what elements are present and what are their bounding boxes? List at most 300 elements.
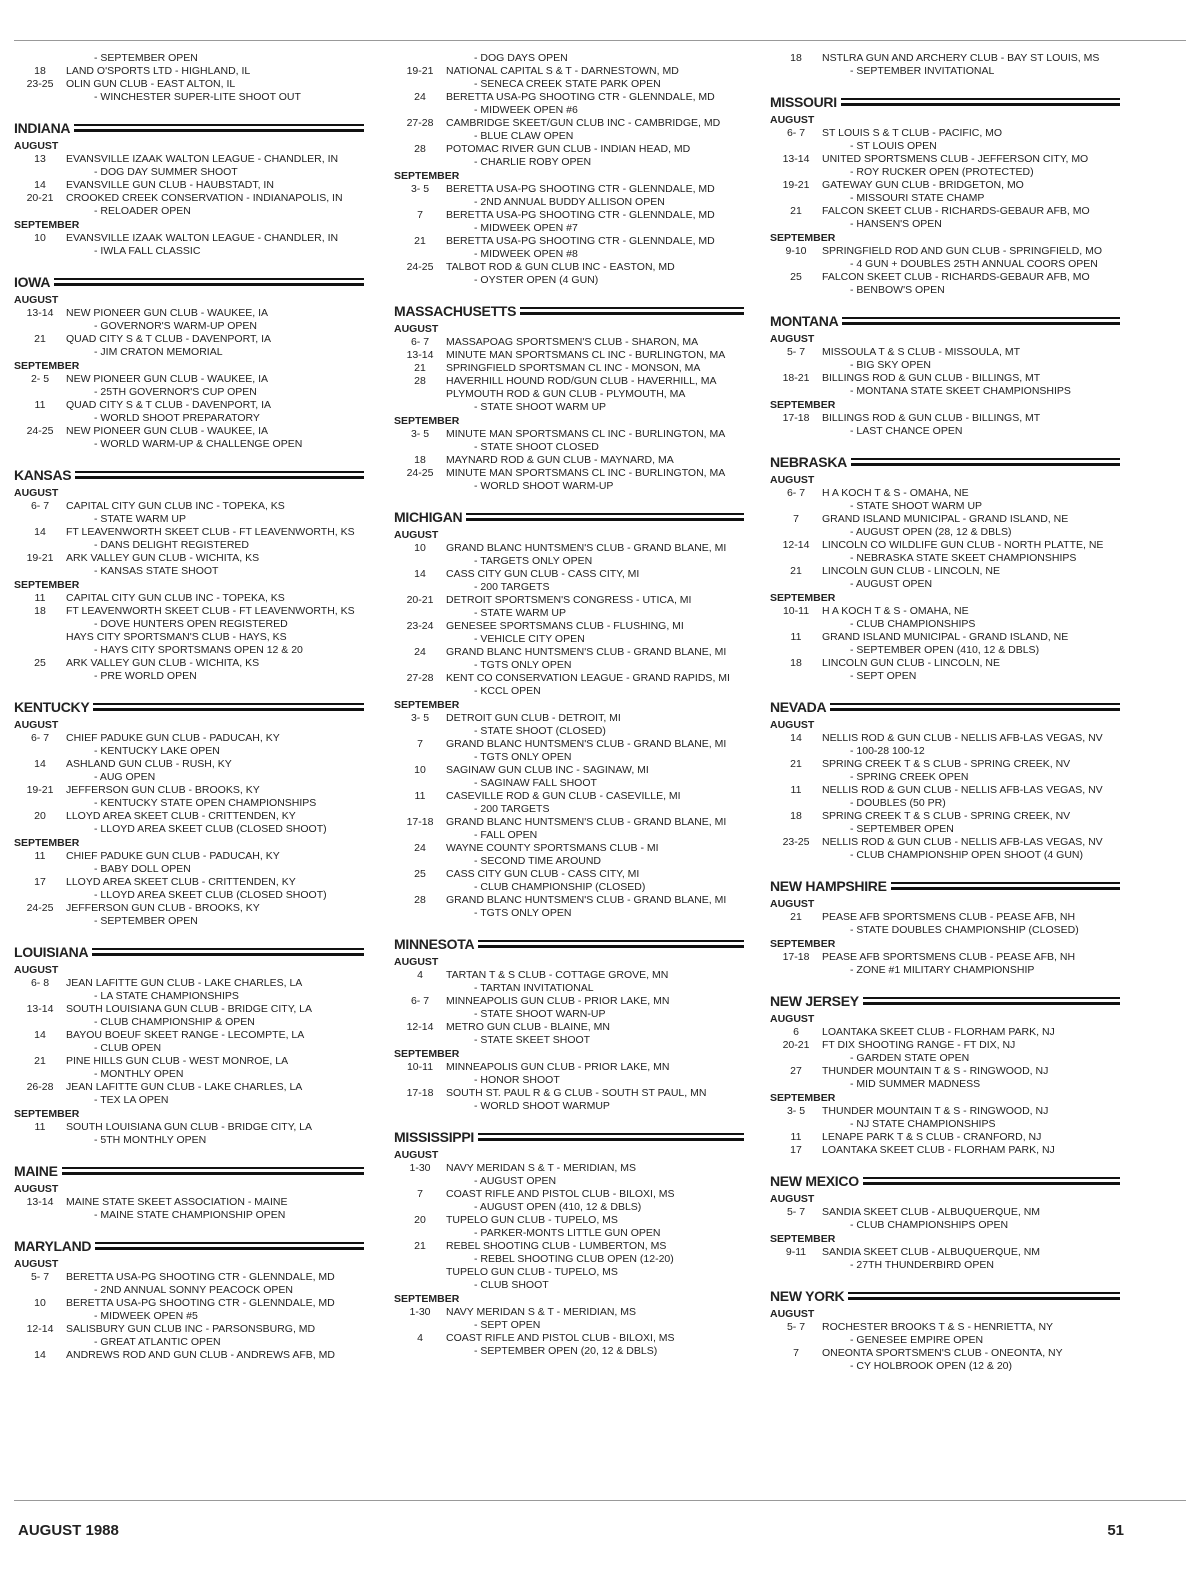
month-heading: SEPTEMBER (770, 399, 836, 411)
entry-line (14, 552, 374, 565)
event-name: - BABY DOLL OPEN (94, 863, 191, 875)
club-name: HAYS CITY SPORTSMAN'S CLUB - HAYS, KS (66, 631, 287, 643)
club-name: EVANSVILLE IZAAK WALTON LEAGUE - CHANDLER, IN (66, 153, 339, 165)
event-date: 27-28 (406, 672, 434, 684)
column-2 (394, 52, 754, 1358)
club-name: BERETTA USA-PG SHOOTING CTR - GLENNDALE, MD (446, 91, 715, 103)
event-date: 21 (414, 1240, 426, 1252)
event-name: - NEBRASKA STATE SKEET CHAMPIONSHIPS (850, 552, 1077, 564)
event-name: - AUGUST OPEN (410, 12 & DBLS) (474, 1201, 642, 1213)
event-name: - TGTS ONLY OPEN (474, 659, 572, 671)
club-name: COAST RIFLE AND PISTOL CLUB - BILOXI, MS (446, 1188, 675, 1200)
event-name: - STATE SHOOT (CLOSED) (474, 725, 606, 737)
month-heading: SEPTEMBER (394, 1048, 460, 1060)
event-name: - ST LOUIS OPEN (850, 140, 937, 152)
event-name: - OYSTER OPEN (4 GUN) (474, 274, 599, 286)
event-date: 24-25 (26, 902, 54, 914)
event-name: - KENTUCKY STATE OPEN CHAMPIONSHIPS (94, 797, 317, 809)
entry-line (14, 1271, 374, 1284)
event-date: 18 (790, 810, 802, 822)
month-heading: AUGUST (14, 964, 59, 976)
entry-line (394, 712, 754, 725)
event-date: 17 (34, 876, 46, 888)
event-date: 11 (34, 1121, 46, 1133)
club-name: BILLINGS ROD & GUN CLUB - BILLINGS, MT (822, 372, 1041, 384)
club-name: MASSAPOAG SPORTSMEN'S CLUB - SHARON, MA (446, 336, 699, 348)
club-name: EVANSVILLE GUN CLUB - HAUBSTADT, IN (66, 179, 274, 191)
club-name: JEFFERSON GUN CLUB - BROOKS, KY (66, 902, 260, 914)
entry-line (394, 117, 754, 130)
state-name: NEW MEXICO (770, 1173, 863, 1189)
event-name: - KENTUCKY LAKE OPEN (94, 745, 220, 757)
month-heading: AUGUST (770, 1193, 815, 1205)
event-name: - HONOR SHOOT (474, 1074, 560, 1086)
club-name: NEW PIONEER GUN CLUB - WAUKEE, IA (66, 425, 269, 437)
club-name: LLOYD AREA SKEET CLUB - CRITTENDEN, KY (66, 810, 296, 822)
event-date: 5- 7 (786, 1321, 806, 1333)
schedule-entry (394, 738, 754, 764)
month-heading: AUGUST (770, 114, 815, 126)
entry-line (394, 620, 754, 633)
schedule-entry (394, 349, 754, 362)
club-name: EVANSVILLE IZAAK WALTON LEAGUE - CHANDLER, IN (66, 232, 339, 244)
event-name: - WORLD SHOOT WARM-UP (474, 480, 614, 492)
club-name: CASEVILLE ROD & GUN CLUB - CASEVILLE, MI (446, 790, 681, 802)
event-name: - SEPTEMBER INVITATIONAL (850, 65, 995, 77)
club-name: GRAND BLANC HUNTSMEN'S CLUB - GRAND BLANE, MI (446, 816, 727, 828)
event-name: - DOG DAYS OPEN (474, 52, 568, 64)
entry-line (394, 1332, 754, 1345)
month-heading: AUGUST (14, 719, 59, 731)
entry-line (14, 192, 374, 205)
schedule-entry (770, 810, 1130, 836)
club-name: QUAD CITY S & T CLUB - DAVENPORT, IA (66, 399, 271, 411)
event-name: - DOG DAY SUMMER SHOOT (94, 166, 238, 178)
club-name: FT LEAVENWORTH SKEET CLUB - FT LEAVENWORTH, KS (66, 605, 355, 617)
entry-line (394, 388, 754, 401)
column-3 (770, 52, 1130, 1373)
state-name: MISSOURI (770, 94, 841, 110)
club-name: LINCOLN CO WILDLIFE GUN CLUB - NORTH PLATTE, NE (822, 539, 1104, 551)
club-name: HAVERHILL HOUND ROD/GUN CLUB - HAVERHILL, MA (446, 375, 717, 387)
bottom-rule (14, 1500, 1186, 1501)
club-name: MAINE STATE SKEET ASSOCIATION - MAINE (66, 1196, 288, 1208)
entry-line (770, 605, 1130, 618)
state-name: IOWA (14, 274, 54, 290)
schedule-entry (770, 631, 1130, 657)
schedule-entry (770, 127, 1130, 153)
club-name: REBEL SHOOTING CLUB - LUMBERTON, MS (446, 1240, 667, 1252)
event-date: 13 (34, 153, 46, 165)
entry-line (770, 1144, 1130, 1157)
entry-line (394, 209, 754, 222)
entry-line (394, 143, 754, 156)
event-date: 6- 7 (30, 732, 50, 744)
entry-line (394, 1162, 754, 1175)
event-name: - MAINE STATE CHAMPIONSHIP OPEN (94, 1209, 286, 1221)
state-name: MINNESOTA (394, 936, 478, 952)
club-name: NAVY MERIDAN S & T - MERIDIAN, MS (446, 1306, 637, 1318)
event-date (394, 1266, 446, 1279)
schedule-entry (394, 1214, 754, 1240)
event-date: 25 (34, 657, 46, 669)
event-name: - CLUB OPEN (94, 1042, 162, 1054)
event-name: - 4 GUN + DOUBLES 25TH ANNUAL COORS OPEN (850, 258, 1098, 270)
entry-line (14, 1349, 374, 1362)
entry-line (770, 1206, 1130, 1219)
event-name: - STATE WARM UP (474, 607, 566, 619)
schedule-entry (770, 1026, 1130, 1039)
event-name: - SEPTEMBER OPEN (94, 915, 198, 927)
entry-line (394, 1266, 754, 1279)
schedule-entry (14, 399, 374, 425)
state-heading (394, 505, 754, 527)
club-name: GRAND BLANC HUNTSMEN'S CLUB - GRAND BLANE, MI (446, 646, 727, 658)
event-name: - LAST CHANCE OPEN (850, 425, 963, 437)
entry-line (770, 1131, 1130, 1144)
club-name: BERETTA USA-PG SHOOTING CTR - GLENNDALE, MD (446, 209, 715, 221)
club-name: KENT CO CONSERVATION LEAGUE - GRAND RAPIDS, MI (446, 672, 730, 684)
event-date: 12-14 (782, 539, 810, 551)
schedule-entry (770, 1347, 1130, 1373)
club-name: SPRING CREEK T & S CLUB - SPRING CREEK, NV (822, 758, 1071, 770)
schedule-entry (394, 712, 754, 738)
schedule-entry (394, 969, 754, 995)
schedule-entry (394, 1240, 754, 1266)
state-heading (770, 695, 1130, 717)
club-name: ANDREWS ROD AND GUN CLUB - ANDREWS AFB, MD (66, 1349, 335, 1361)
entry-line (14, 850, 374, 863)
club-name: H A KOCH T & S - OMAHA, NE (822, 605, 969, 617)
schedule-entry (770, 1131, 1130, 1144)
club-name: NAVY MERIDAN S & T - MERIDIAN, MS (446, 1162, 637, 1174)
event-name: - AUG OPEN (94, 771, 156, 783)
event-date: 27 (790, 1065, 802, 1077)
month-heading: AUGUST (14, 140, 59, 152)
event-name: - SECOND TIME AROUND (474, 855, 601, 867)
entry-line (394, 183, 754, 196)
schedule-entry (14, 179, 374, 192)
club-name: FALCON SKEET CLUB - RICHARDS-GEBAUR AFB, MO (822, 271, 1090, 283)
state-heading (14, 940, 374, 962)
month-heading: SEPTEMBER (770, 1233, 836, 1245)
event-name: - BENBOW'S OPEN (850, 284, 945, 296)
club-name: GRAND BLANC HUNTSMEN'S CLUB - GRAND BLANE, MI (446, 738, 727, 750)
state-name: MASSACHUSETTS (394, 303, 520, 319)
month-heading: SEPTEMBER (14, 579, 80, 591)
club-name: SPRINGFIELD SPORTSMAN CL INC - MONSON, MA (446, 362, 701, 374)
month-heading: SEPTEMBER (14, 1108, 80, 1120)
schedule-entry (394, 646, 754, 672)
event-name: - MID SUMMER MADNESS (850, 1078, 981, 1090)
schedule-entry (394, 261, 754, 287)
schedule-entry (394, 209, 754, 235)
event-date: 7 (417, 738, 423, 750)
event-date: 6- 8 (30, 977, 50, 989)
month-heading: SEPTEMBER (770, 938, 836, 950)
club-name: NELLIS ROD & GUN CLUB - NELLIS AFB-LAS VEGAS, NV (822, 732, 1103, 744)
event-date: 3- 5 (786, 1105, 806, 1117)
schedule-entry (770, 1105, 1130, 1131)
event-name: - SEPTEMBER OPEN (94, 52, 198, 64)
event-name: - CLUB CHAMPIONSHIP (CLOSED) (474, 881, 646, 893)
month-heading: AUGUST (14, 294, 59, 306)
club-name: FT LEAVENWORTH SKEET CLUB - FT LEAVENWORTH, KS (66, 526, 355, 538)
entry-line (770, 487, 1130, 500)
event-date: 24 (414, 646, 426, 658)
event-date: 24-25 (406, 261, 434, 273)
event-name: - TGTS ONLY OPEN (474, 907, 572, 919)
entry-line (14, 179, 374, 192)
schedule-entry (14, 605, 374, 631)
entry-line (394, 816, 754, 829)
event-date: 13-14 (26, 1196, 54, 1208)
event-name: - 2ND ANNUAL BUDDY ALLISON OPEN (474, 196, 665, 208)
club-name: ARK VALLEY GUN CLUB - WICHITA, KS (66, 552, 260, 564)
entry-line (394, 467, 754, 480)
event-date: 7 (793, 1347, 799, 1359)
event-date: 21 (34, 1055, 46, 1067)
entry-line (394, 428, 754, 441)
event-name: - STATE DOUBLES CHAMPIONSHIP (CLOSED) (850, 924, 1079, 936)
schedule-entry (770, 1065, 1130, 1091)
entry-line (770, 271, 1130, 284)
schedule-entry (770, 657, 1130, 683)
entry-line (394, 1306, 754, 1319)
month-heading: AUGUST (770, 474, 815, 486)
event-date: 24-25 (406, 467, 434, 479)
event-date: 23-25 (26, 78, 54, 90)
schedule-entry (770, 412, 1130, 438)
event-date: 7 (793, 513, 799, 525)
club-name: THUNDER MOUNTAIN T & S - RINGWOOD, NJ (822, 1065, 1049, 1077)
schedule-entry (770, 1321, 1130, 1347)
entry-line (770, 1321, 1130, 1334)
club-name: MAYNARD ROD & GUN CLUB - MAYNARD, MA (446, 454, 674, 466)
event-date: 20-21 (406, 594, 434, 606)
entry-line (394, 375, 754, 388)
entry-line (14, 1081, 374, 1094)
club-name: ST LOUIS S & T CLUB - PACIFIC, MO (822, 127, 1003, 139)
event-date: 6- 7 (410, 995, 430, 1007)
schedule-entry (770, 1206, 1130, 1232)
entry-line (394, 1021, 754, 1034)
entry-line (14, 1003, 374, 1016)
event-date: 1-30 (409, 1162, 431, 1174)
event-date: 14 (34, 1029, 46, 1041)
state-heading (770, 1169, 1130, 1191)
club-name: DETROIT SPORTSMEN'S CONGRESS - UTICA, MI (446, 594, 692, 606)
club-name: PINE HILLS GUN CLUB - WEST MONROE, LA (66, 1055, 289, 1067)
top-rule (14, 40, 1186, 41)
club-name: BERETTA USA-PG SHOOTING CTR - GLENNDALE, MD (66, 1297, 335, 1309)
event-date: 10 (414, 764, 426, 776)
schedule-entry (394, 594, 754, 620)
schedule-entry (770, 346, 1130, 372)
state-heading (770, 989, 1130, 1011)
entry-line (14, 902, 374, 915)
schedule-entry (14, 1029, 374, 1055)
entry-line (14, 657, 374, 670)
schedule-entry (14, 592, 374, 605)
event-name: - MIDWEEK OPEN #5 (94, 1310, 198, 1322)
state-name: KANSAS (14, 467, 75, 483)
event-name: - STATE SHOOT CLOSED (474, 441, 599, 453)
entry-line (770, 1039, 1130, 1052)
month-heading: SEPTEMBER (14, 219, 80, 231)
event-date: 21 (790, 911, 802, 923)
schedule-entry (770, 911, 1130, 937)
schedule-entry (14, 192, 374, 218)
event-name: - FALL OPEN (474, 829, 538, 841)
event-date: 11 (790, 784, 802, 796)
event-name: - LA STATE CHAMPIONSHIPS (94, 990, 239, 1002)
entry-line (394, 91, 754, 104)
entry-line (394, 672, 754, 685)
event-date: 14 (414, 568, 426, 580)
event-name: - VEHICLE CITY OPEN (474, 633, 585, 645)
event-date: 25 (414, 868, 426, 880)
event-date: 5- 7 (786, 1206, 806, 1218)
schedule-entry (770, 372, 1130, 398)
schedule-entry (394, 91, 754, 117)
event-date: 26-28 (26, 1081, 54, 1093)
entry-line (14, 78, 374, 91)
schedule-entry (770, 605, 1130, 631)
event-date: 20 (34, 810, 46, 822)
event-name: - TGTS ONLY OPEN (474, 751, 572, 763)
schedule-entry (394, 816, 754, 842)
schedule-entry (770, 1039, 1130, 1065)
event-name: - MISSOURI STATE CHAMP (850, 192, 985, 204)
entry-line (394, 362, 754, 375)
schedule-entry (14, 500, 374, 526)
club-name: GRAND ISLAND MUNICIPAL - GRAND ISLAND, NE (822, 513, 1069, 525)
event-date: 21 (790, 205, 802, 217)
state-name: NEW YORK (770, 1288, 848, 1304)
event-date: 3- 5 (410, 428, 430, 440)
schedule-entry (14, 425, 374, 451)
event-name: - 200 TARGETS (474, 803, 550, 815)
entry-line (770, 1246, 1130, 1259)
entry-line (14, 399, 374, 412)
state-rule (16, 1167, 364, 1175)
schedule-entry (394, 894, 754, 920)
schedule-entry (394, 868, 754, 894)
entry-line (394, 969, 754, 982)
club-name: PEASE AFB SPORTSMENS CLUB - PEASE AFB, NH (822, 951, 1076, 963)
schedule-entry (14, 977, 374, 1003)
club-name: WAYNE COUNTY SPORTSMANS CLUB - MI (446, 842, 659, 854)
entry-line (14, 500, 374, 513)
club-name: CASS CITY GUN CLUB - CASS CITY, MI (446, 868, 640, 880)
schedule-entry (394, 995, 754, 1021)
club-name: GRAND BLANC HUNTSMEN'S CLUB - GRAND BLANE, MI (446, 894, 727, 906)
event-name: - AUGUST OPEN (28, 12 & DBLS) (850, 526, 1012, 538)
event-name: - WORLD SHOOT WARMUP (474, 1100, 610, 1112)
schedule-entry (394, 117, 754, 143)
state-heading (770, 1284, 1130, 1306)
event-date: 17 (790, 1144, 802, 1156)
event-name: - NJ STATE CHAMPIONSHIPS (850, 1118, 996, 1130)
state-heading (14, 116, 374, 138)
state-name: NEW JERSEY (770, 993, 863, 1009)
event-name: - RELOADER OPEN (94, 205, 191, 217)
event-name: - HAYS CITY SPORTSMANS OPEN 12 & 20 (94, 644, 303, 656)
club-name: JEFFERSON GUN CLUB - BROOKS, KY (66, 784, 260, 796)
schedule-entry (770, 732, 1130, 758)
club-name: THUNDER MOUNTAIN T & S - RINGWOOD, NJ (822, 1105, 1049, 1117)
entry-line (394, 1214, 754, 1227)
entry-line (14, 631, 374, 644)
club-name: SOUTH ST. PAUL R & G CLUB - SOUTH ST PAUL, MN (446, 1087, 707, 1099)
schedule-entry (14, 1003, 374, 1029)
event-name: - SEPT OPEN (850, 670, 917, 682)
schedule-entry (394, 1162, 754, 1188)
event-name: - TEX LA OPEN (94, 1094, 169, 1106)
event-date: 28 (414, 894, 426, 906)
schedule-entry (394, 143, 754, 169)
event-date: 14 (34, 758, 46, 770)
event-name: - BLUE CLAW OPEN (474, 130, 574, 142)
schedule-entry (394, 764, 754, 790)
entry-line (14, 425, 374, 438)
event-date: 11 (34, 399, 46, 411)
club-name: METRO GUN CLUB - BLAINE, MN (446, 1021, 610, 1033)
entry-line (14, 732, 374, 745)
state-name: NEVADA (770, 699, 830, 715)
schedule-entry (394, 362, 754, 375)
event-date: 18 (790, 657, 802, 669)
entry-line (14, 977, 374, 990)
event-date: 7 (417, 209, 423, 221)
schedule-entry (394, 1188, 754, 1214)
entry-line (394, 868, 754, 881)
schedule-entry (14, 1081, 374, 1107)
schedule-entry (394, 1061, 754, 1087)
club-name: TUPELO GUN CLUB - TUPELO, MS (446, 1266, 618, 1278)
event-date: 11 (34, 592, 46, 604)
event-date: 20-21 (26, 192, 54, 204)
club-name: LOANTAKA SKEET CLUB - FLORHAM PARK, NJ (822, 1144, 1055, 1156)
schedule-entry (394, 375, 754, 388)
event-date: 4 (417, 1332, 423, 1344)
entry-line (394, 1240, 754, 1253)
event-name: - IWLA FALL CLASSIC (94, 245, 201, 257)
event-name: - ROY RUCKER OPEN (PROTECTED) (850, 166, 1034, 178)
schedule-entry (14, 784, 374, 810)
month-heading: AUGUST (394, 323, 439, 335)
entry-line (770, 1065, 1130, 1078)
entry-line (14, 1323, 374, 1336)
event-name: - GENESEE EMPIRE OPEN (850, 1334, 984, 1346)
club-name: MINUTE MAN SPORTSMANS CL INC - BURLINGTON, MA (446, 428, 726, 440)
entry-line (394, 646, 754, 659)
event-date: 1-30 (409, 1306, 431, 1318)
event-date: 13-14 (26, 307, 54, 319)
schedule-entry (394, 1332, 754, 1358)
club-name: LENAPE PARK T & S CLUB - CRANFORD, NJ (822, 1131, 1042, 1143)
club-name: NEW PIONEER GUN CLUB - WAUKEE, IA (66, 373, 269, 385)
schedule-entry (394, 336, 754, 349)
event-date: 17-18 (406, 1087, 434, 1099)
event-date: 17-18 (782, 951, 810, 963)
club-name: SOUTH LOUISIANA GUN CLUB - BRIDGE CITY, LA (66, 1003, 313, 1015)
event-name: - CHARLIE ROBY OPEN (474, 156, 592, 168)
club-name: BILLINGS ROD & GUN CLUB - BILLINGS, MT (822, 412, 1041, 424)
schedule-entry (14, 552, 374, 578)
entry-line (394, 65, 754, 78)
